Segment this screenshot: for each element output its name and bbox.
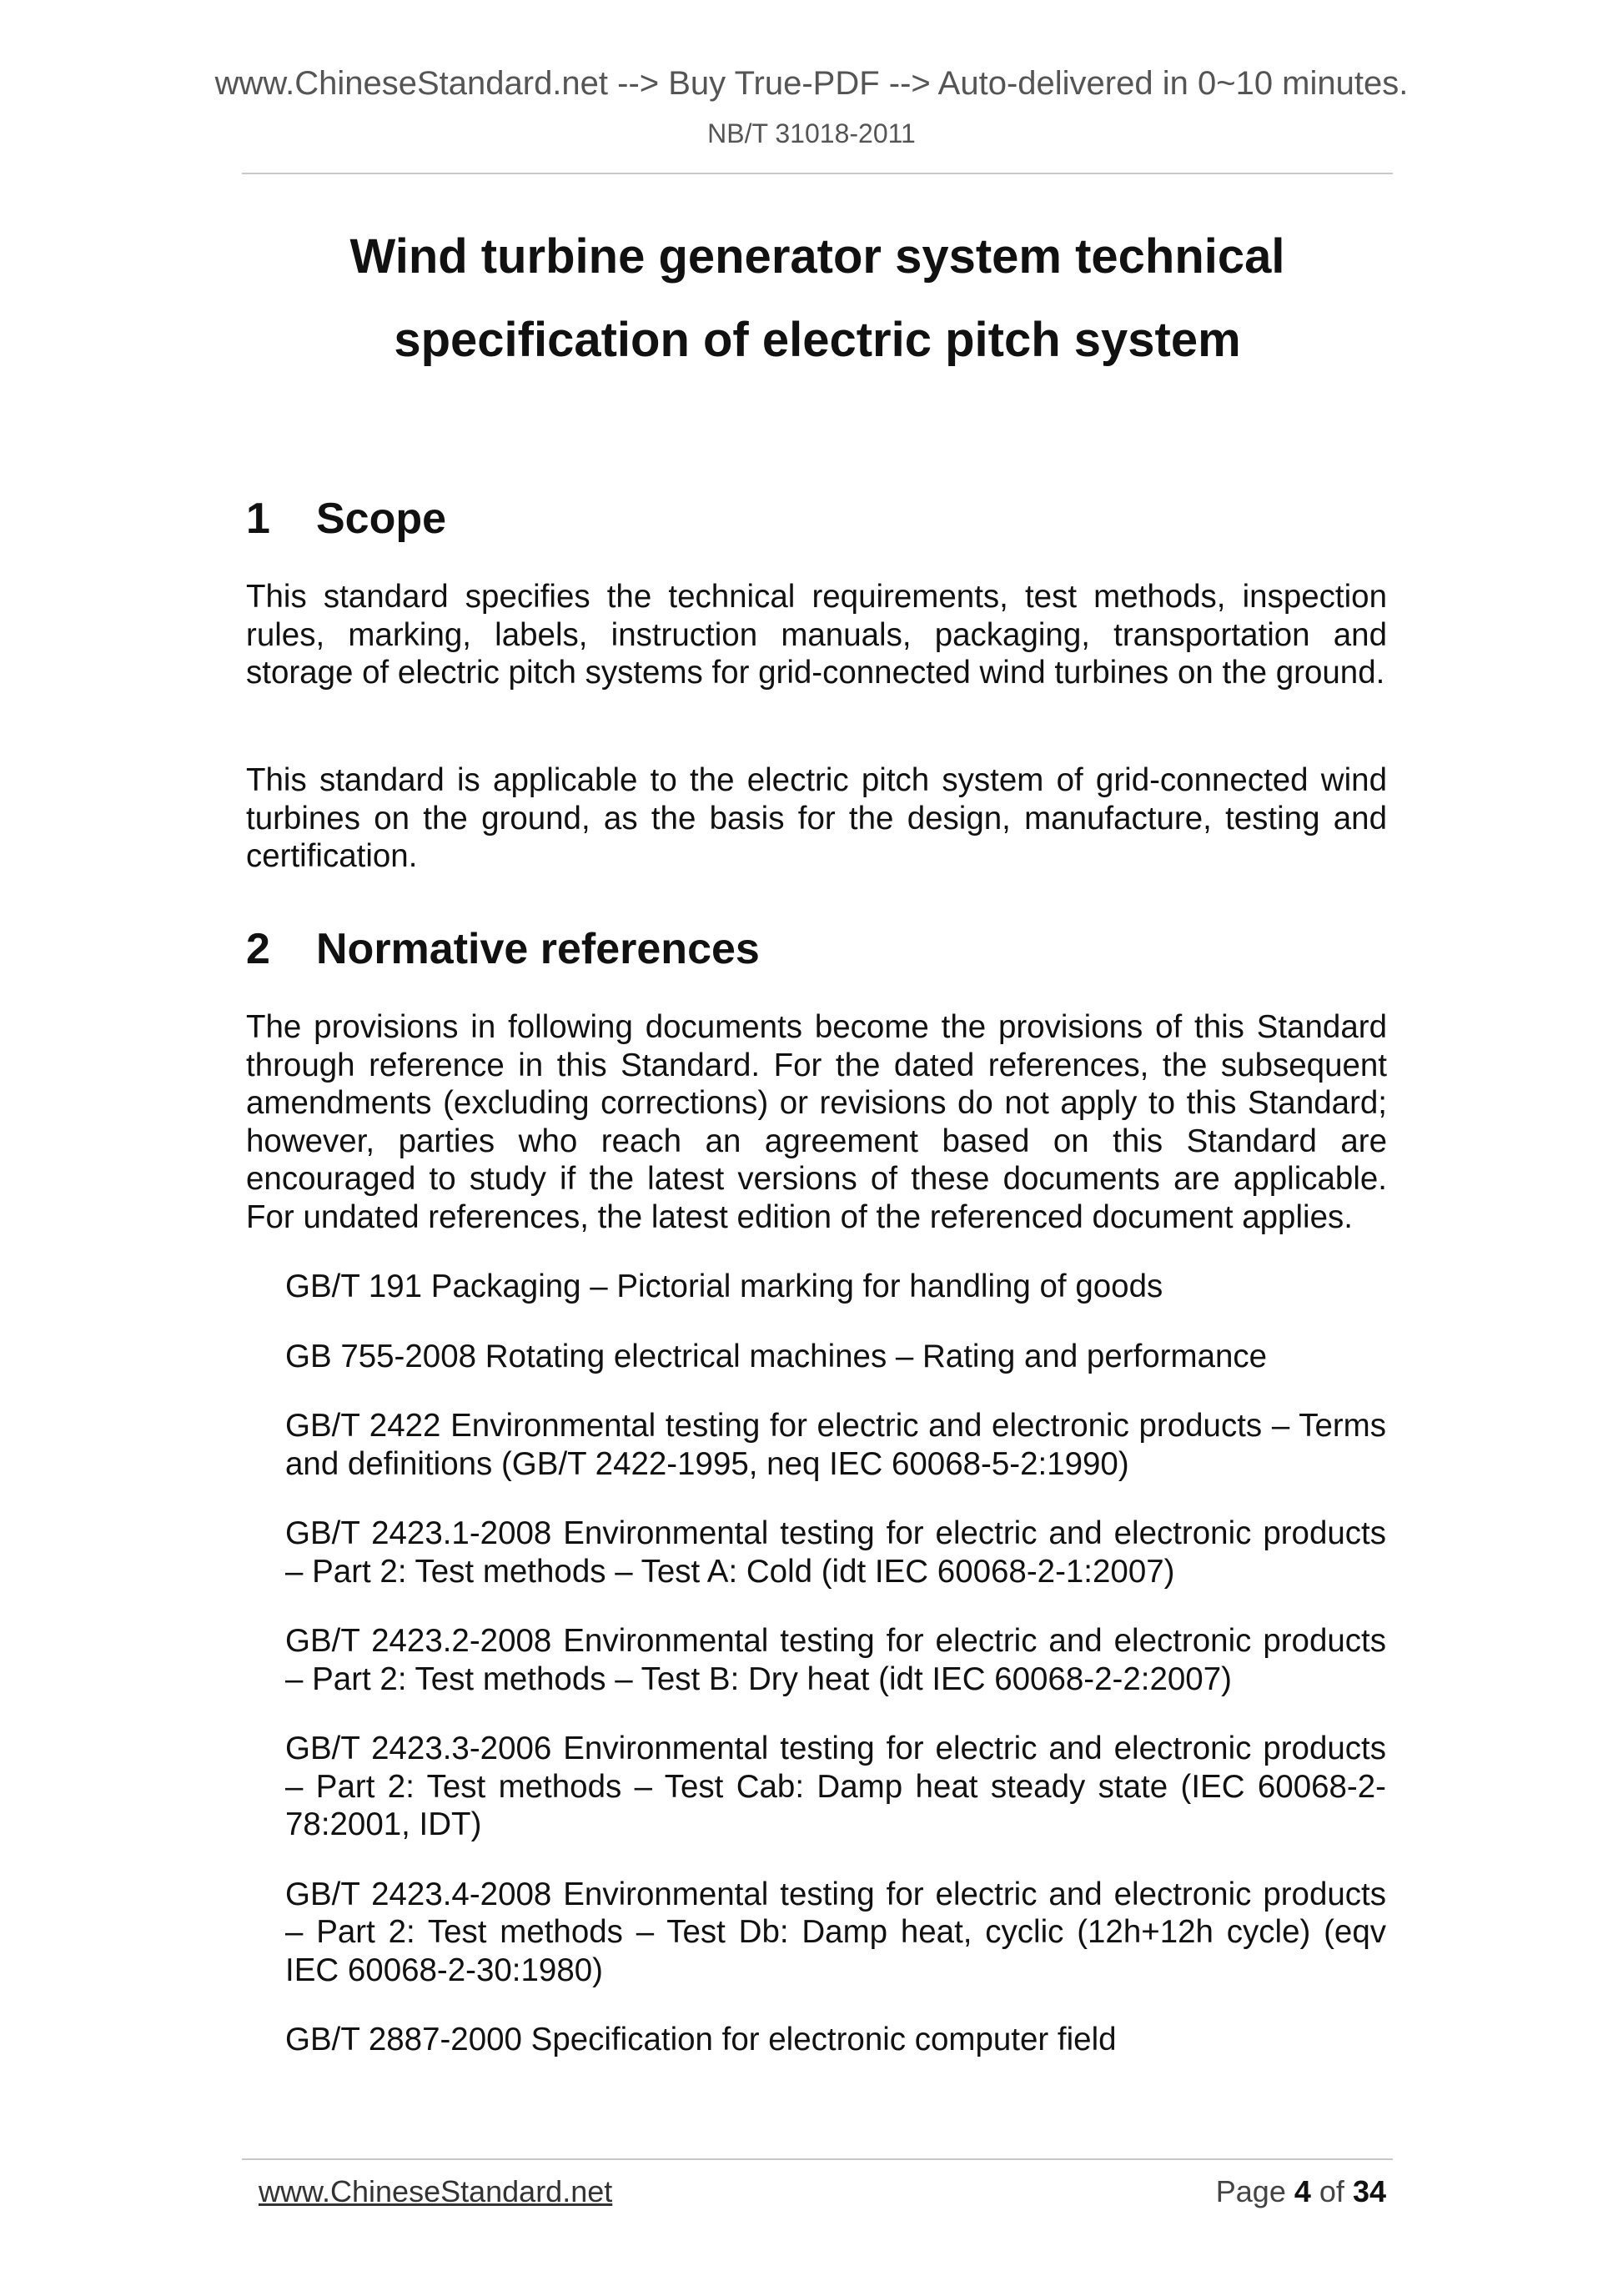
- section-title: Scope: [316, 495, 447, 543]
- total-page-count: 34: [1352, 2174, 1386, 2208]
- footer-website-link[interactable]: www.ChineseStandard.net: [259, 2174, 613, 2208]
- reference-item: GB/T 2423.2-2008 Environmental testing for electric and electronic products – Part 2: Test methods – Test B: Dry heat (idt IEC 60068-2-2:2007): [285, 1623, 1386, 1697]
- normative-references-paragraph: The provisions in following documents become the provisions of this Standard through reference in this Standard. For the dated references, the subsequent amendments (excluding corrections) or revisions do not apply to this Standard; however, parties who reach an agreement based on this Standard are encouraged to study if the latest versions of these documents are applicable. For undated references, the latest edition of the referenced document applies.: [246, 1009, 1387, 1235]
- reference-item: GB/T 2422 Environmental testing for electric and electronic products – Terms and definitions (GB/T 2422-1995, neq IEC 60068-5-2:1990): [285, 1408, 1386, 1482]
- scope-paragraph-2: This standard is applicable to the electric pitch system of grid-connected wind turbines on the ground, as the basis for the design, manufacture, testing and certification.: [246, 762, 1387, 874]
- reference-item: GB/T 191 Packaging – Pictorial marking for handling of goods: [285, 1269, 1163, 1304]
- scope-paragraph-1: This standard specifies the technical requirements, test methods, inspection rules, marking, labels, instruction manuals, packaging, transportation and storage of electric pitch systems for grid-connected wind turbines on the ground.: [246, 579, 1387, 691]
- section-heading-normative-references: [246, 924, 760, 974]
- page-of-word: of: [1319, 2174, 1344, 2208]
- title-line-2: specification of electric pitch system: [394, 313, 1241, 367]
- reference-list: [285, 1268, 1386, 2091]
- reference-item: GB/T 2423.3-2006 Environmental testing for electric and electronic products – Part 2: Test methods – Test Cab: Damp heat steady state (IEC 60068-2-78:2001, IDT): [285, 1731, 1386, 1842]
- header-divider: [242, 173, 1393, 174]
- page-indicator: [1216, 2174, 1386, 2209]
- reference-item: GB 755-2008 Rotating electrical machines – Rating and performance: [285, 1338, 1268, 1374]
- reference-item: GB/T 2423.1-2008 Environmental testing for electric and electronic products – Part 2: Test methods – Test A: Cold (idt IEC 60068-2-1:2007): [285, 1515, 1386, 1590]
- reference-item: GB/T 2423.4-2008 Environmental testing for electric and electronic products – Part 2: Test methods – Test Db: Damp heat, cyclic (12h+12h cycle) (eqv IEC 60068-2-30:1980): [285, 1876, 1386, 1988]
- current-page-number: 4: [1294, 2174, 1311, 2208]
- section-title: Normative references: [316, 925, 760, 973]
- header-banner: www.ChineseStandard.net --> Buy True-PDF --> Auto-delivered in 0~10 minutes.: [214, 65, 1409, 102]
- title-line-1: Wind turbine generator system technical: [349, 229, 1285, 284]
- document-title: [242, 215, 1393, 382]
- section-number: 1: [246, 495, 270, 543]
- footer-divider: [242, 2158, 1393, 2160]
- section-heading-scope: [246, 494, 446, 544]
- reference-item: GB/T 2887-2000 Specification for electronic computer field: [285, 2022, 1117, 2057]
- section-number: 2: [246, 925, 270, 973]
- document-number: NB/T 31018-2011: [707, 118, 916, 148]
- page-word: Page: [1215, 2174, 1286, 2208]
